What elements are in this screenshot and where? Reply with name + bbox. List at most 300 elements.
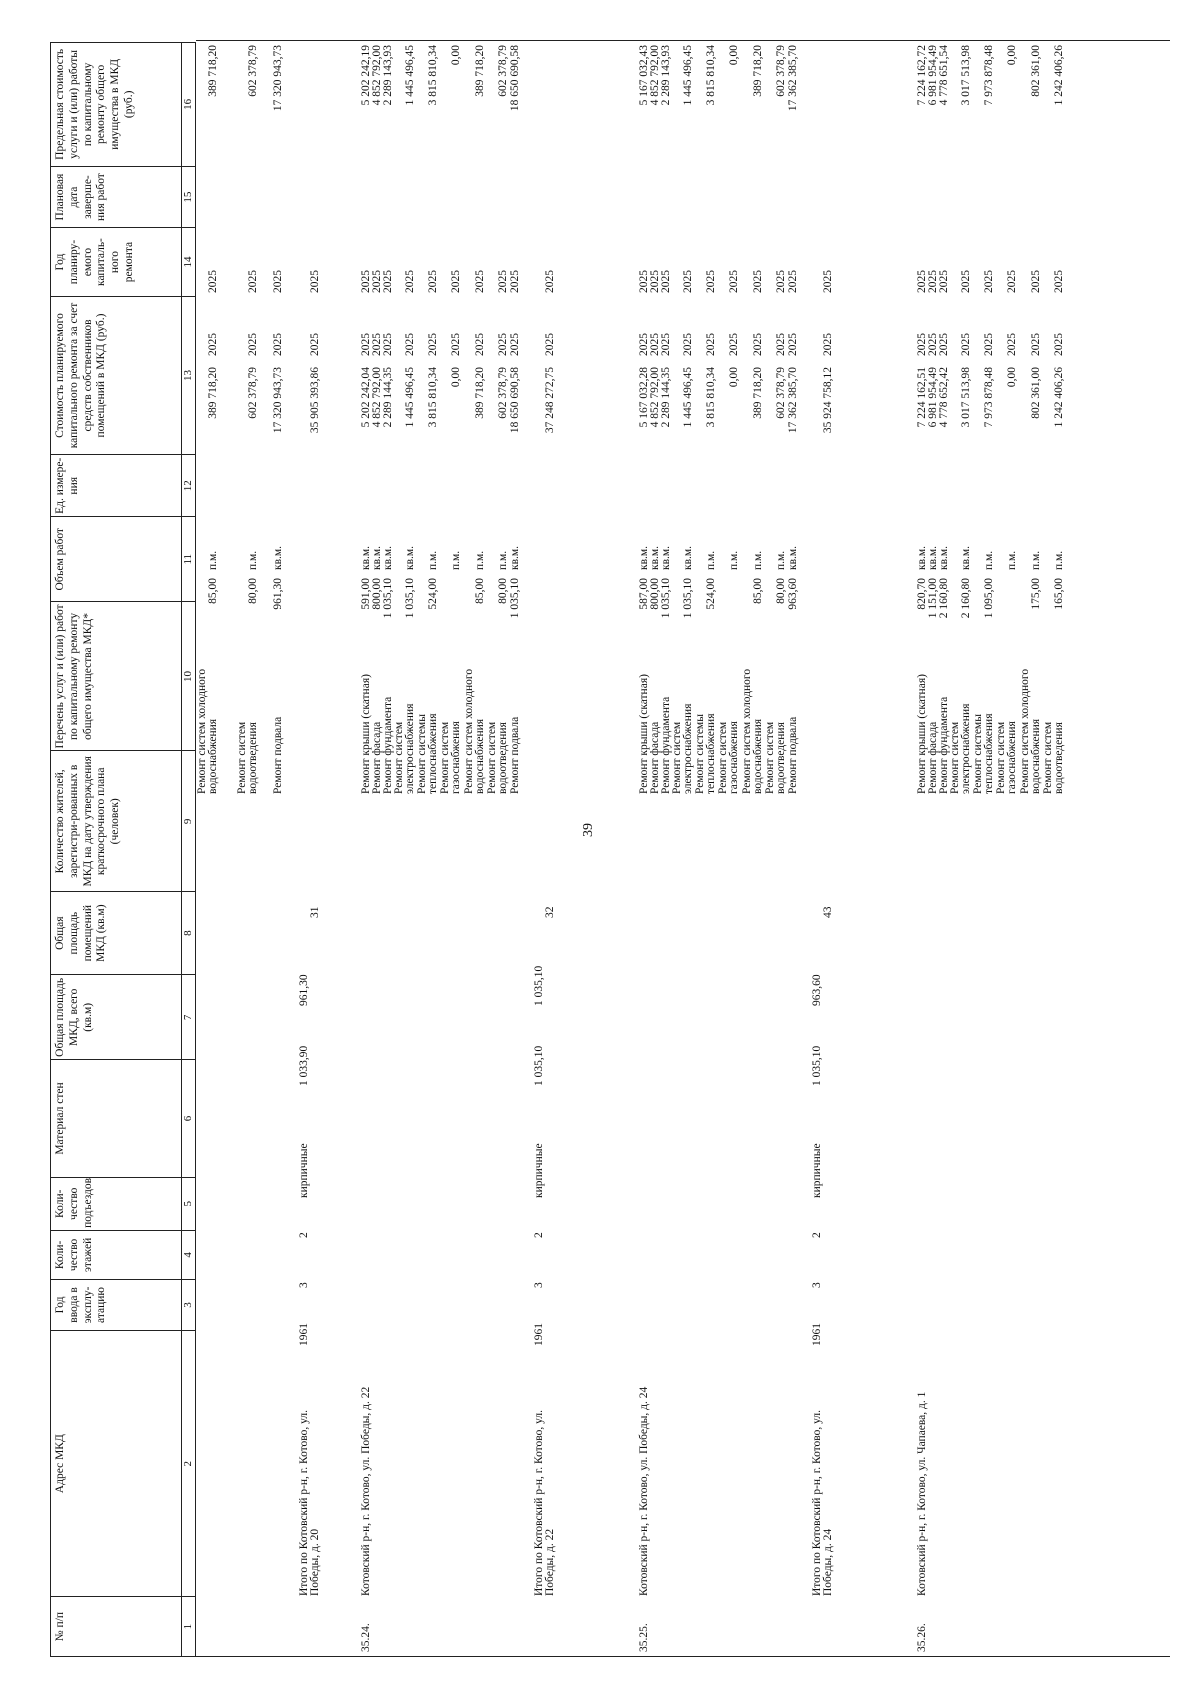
work-unit: кв.м.	[638, 545, 650, 570]
plan-year: 2025	[474, 333, 486, 356]
work-type: Ремонт систем	[439, 721, 451, 794]
owner-cost: 802 361,00	[1030, 367, 1042, 419]
header-cell: Коли-чество этажей	[51, 1230, 182, 1279]
area-total: 1 033,90	[298, 1045, 310, 1086]
limit-cost: 3 815 810,34	[427, 45, 439, 106]
end-year: 2025	[927, 270, 939, 293]
table-row	[995, 41, 1018, 1656]
work-type: Ремонт фасада	[927, 721, 939, 794]
work-type-cont: водоснабжения	[474, 718, 486, 794]
header-cell: Год ввода в эксплу-атацию	[51, 1279, 182, 1330]
limit-cost: 3 815 810,34	[705, 45, 717, 106]
work-unit: п.м.	[450, 550, 462, 570]
end-year: 2025	[752, 270, 764, 293]
column-number: 5	[182, 1177, 196, 1230]
work-type-cont: газоснабжения	[450, 721, 462, 794]
header-cell: Общая площадь МКД, всего (кв.м)	[51, 975, 182, 1060]
work-type: Ремонт фасада	[649, 721, 661, 794]
limit-cost: 4 852 792,00	[649, 45, 661, 106]
work-volume: 2 160,80	[960, 578, 972, 619]
limit-cost: 5 167 032,43	[638, 45, 650, 106]
column-number: 2	[182, 1331, 196, 1597]
total-row	[533, 41, 556, 1656]
total-end-year: 2025	[309, 270, 321, 293]
header-cell: Ед. измере-ния	[51, 455, 182, 517]
end-year: 2025	[960, 270, 972, 293]
work-type-cont: теплоснабжения	[705, 713, 717, 794]
plan-year: 2025	[404, 333, 416, 356]
limit-cost: 3 017 513,98	[960, 45, 972, 106]
total-cost: 35 924 758,12	[822, 367, 834, 434]
work-type: Ремонт систем	[671, 721, 683, 794]
year-built: 1961	[298, 1323, 310, 1346]
table-row	[949, 41, 972, 1656]
work-type: Ремонт систем холодного	[463, 668, 475, 794]
work-volume: 1 095,00	[983, 578, 995, 619]
header-cell: Объем работ	[51, 517, 182, 602]
plan-year: 2025	[682, 333, 694, 356]
work-volume: 175,00	[1030, 578, 1042, 610]
total-end-year: 2025	[544, 270, 556, 293]
area-rooms: 963,60	[811, 974, 823, 1006]
total-plan-year: 2025	[544, 333, 556, 356]
owner-cost: 5 167 032,28	[638, 367, 650, 428]
work-type: Ремонт крыши (скатная)	[360, 674, 372, 794]
end-year: 2025	[916, 270, 928, 293]
header-cell: Количество жителей, зарегистри-рованных в МКД на дату утверждения краткосрочного плана (человек)	[51, 751, 182, 892]
work-type: Ремонт фундамента	[660, 696, 672, 794]
work-type-cont: газоснабжения	[1006, 721, 1018, 794]
work-volume: 800,00	[649, 578, 661, 610]
limit-cost: 2 289 143,93	[660, 45, 672, 106]
plan-year: 2025	[1006, 333, 1018, 356]
work-unit: кв.м.	[916, 545, 928, 570]
end-year: 2025	[207, 270, 219, 293]
work-volume: 963,60	[787, 578, 799, 610]
work-unit: п.м.	[983, 550, 995, 570]
work-volume: 1 151,00	[927, 578, 939, 619]
work-type: Ремонт систем	[717, 721, 729, 794]
work-unit: п.м.	[1030, 550, 1042, 570]
wall-material: кирпичные	[298, 1143, 310, 1198]
owner-cost: 7 224 162,51	[916, 367, 928, 428]
house-address: Котовский р-н, г. Котово, ул. Победы, д. 24	[638, 1386, 650, 1596]
column-number: 13	[182, 296, 196, 455]
plan-year: 2025	[787, 333, 799, 356]
work-volume: 80,00	[247, 578, 259, 604]
column-number: 12	[182, 455, 196, 517]
column-number: 4	[182, 1230, 196, 1279]
owner-cost: 602 378,79	[497, 367, 509, 419]
table-row	[1042, 41, 1065, 1656]
end-year: 2025	[382, 270, 394, 293]
owner-cost: 0,00	[450, 367, 462, 388]
work-unit: п.м.	[207, 550, 219, 570]
owner-cost: 1 445 496,45	[404, 367, 416, 428]
limit-cost: 5 202 242,19	[360, 45, 372, 106]
end-year: 2025	[728, 270, 740, 293]
total-address: Итого по Котовский р-н, г. Котово, ул.	[811, 1409, 823, 1596]
work-type: Ремонт систем	[949, 721, 961, 794]
work-type: Ремонт крыши (скатная)	[916, 674, 928, 794]
table-row	[509, 41, 521, 1656]
house-address: Котовский р-н, г. Котово, ул. Чапаева, д. 1	[916, 1391, 928, 1596]
owner-cost: 3 017 513,98	[960, 367, 972, 428]
area-rooms: 961,30	[298, 974, 310, 1006]
plan-year: 2025	[247, 333, 259, 356]
work-unit: кв.м.	[960, 545, 972, 570]
area-rooms: 1 035,10	[533, 965, 545, 1006]
plan-year: 2025	[705, 333, 717, 356]
work-type: Ремонт системы	[416, 714, 428, 794]
plan-year: 2025	[207, 333, 219, 356]
work-unit: кв.м.	[509, 545, 521, 570]
owner-cost: 18 650 690,58	[509, 367, 521, 434]
work-type-cont: электроснабжения	[960, 703, 972, 794]
work-type: Ремонт подвала	[509, 716, 521, 794]
total-plan-year: 2025	[309, 333, 321, 356]
area-total: 1 035,10	[533, 1045, 545, 1086]
total-row	[298, 41, 321, 1656]
work-unit: п.м.	[1006, 550, 1018, 570]
area-total: 1 035,10	[811, 1045, 823, 1086]
work-volume: 80,00	[497, 578, 509, 604]
work-type: Ремонт систем	[1042, 721, 1054, 794]
work-unit: п.м.	[497, 550, 509, 570]
residents: 43	[822, 906, 834, 918]
year-built: 1961	[533, 1323, 545, 1346]
work-volume: 1 035,10	[682, 578, 694, 619]
work-unit: кв.м.	[682, 545, 694, 570]
total-plan-year: 2025	[822, 333, 834, 356]
column-number: 3	[182, 1279, 196, 1330]
table-header	[50, 42, 196, 1657]
work-type: Ремонт системы	[972, 714, 984, 794]
owner-cost: 1 445 496,45	[682, 367, 694, 428]
limit-cost: 602 378,79	[497, 45, 509, 97]
work-type: Ремонт системы	[694, 714, 706, 794]
work-volume: 591,00	[360, 578, 372, 610]
plan-year: 2025	[509, 333, 521, 356]
end-year: 2025	[638, 270, 650, 293]
end-year: 2025	[404, 270, 416, 293]
work-type-cont: водоотведения	[247, 722, 259, 794]
end-year: 2025	[360, 270, 372, 293]
owner-cost: 17 362 385,70	[787, 367, 799, 434]
entrances: 2	[298, 1232, 310, 1238]
plan-year: 2025	[916, 333, 928, 356]
header-cell: Предельная стоимость услуги и (или) работы по капитальному ремонту общего имущества в МКД (руб.)	[51, 43, 182, 167]
header-cell: Материал стен	[51, 1060, 182, 1177]
end-year: 2025	[1030, 270, 1042, 293]
limit-cost: 1 445 496,45	[404, 45, 416, 106]
total-row	[811, 41, 834, 1656]
work-unit: п.м.	[728, 550, 740, 570]
work-type: Ремонт крыши (скатная)	[638, 674, 650, 794]
plan-year: 2025	[382, 333, 394, 356]
year-built: 1961	[811, 1323, 823, 1346]
end-year: 2025	[450, 270, 462, 293]
end-year: 2025	[371, 270, 383, 293]
floors: 3	[298, 1282, 310, 1288]
plan-year: 2025	[983, 333, 995, 356]
work-type: Ремонт систем	[764, 721, 776, 794]
table-row	[694, 41, 717, 1656]
work-type-cont: водоснабжения	[207, 718, 219, 794]
work-volume: 2 160,80	[938, 578, 950, 619]
wall-material: кирпичные	[811, 1143, 823, 1198]
plan-year: 2025	[960, 333, 972, 356]
owner-cost: 0,00	[728, 367, 740, 388]
owner-cost: 389 718,20	[474, 367, 486, 419]
limit-cost: 2 289 143,93	[382, 45, 394, 106]
work-unit: п.м.	[775, 550, 787, 570]
column-number: 16	[182, 43, 196, 167]
end-year: 2025	[509, 270, 521, 293]
table-row	[787, 41, 799, 1656]
work-volume: 1 035,10	[404, 578, 416, 619]
header-cell: Плановая дата заверше-ния работ	[51, 166, 182, 228]
column-number: 8	[182, 892, 196, 975]
total-end-year: 2025	[822, 270, 834, 293]
work-type-cont: водоснабжения	[752, 718, 764, 794]
end-year: 2025	[660, 270, 672, 293]
work-volume: 1 035,10	[509, 578, 521, 619]
owner-cost: 389 718,20	[752, 367, 764, 419]
work-unit: кв.м.	[272, 545, 284, 570]
house-address: Котовский р-н, г. Котово, ул. Победы, д. 22	[360, 1386, 372, 1596]
work-type-cont: теплоснабжения	[983, 713, 995, 794]
total-cost: 35 905 393,86	[309, 367, 321, 434]
end-year: 2025	[247, 270, 259, 293]
end-year: 2025	[497, 270, 509, 293]
work-type: Ремонт подвала	[272, 716, 284, 794]
header-cell: Стоимость планируемого капитального ремонта за счет средств собственников помещений в МКД (руб.)	[51, 296, 182, 455]
table-row	[236, 41, 259, 1656]
plan-year: 2025	[497, 333, 509, 356]
work-unit: п.м.	[247, 550, 259, 570]
end-year: 2025	[474, 270, 486, 293]
table-row	[972, 41, 995, 1656]
header-cell: Год планиру-емого капиталь-ного ремонта	[51, 228, 182, 296]
limit-cost: 17 362 385,70	[787, 45, 799, 112]
end-year: 2025	[1053, 270, 1065, 293]
work-volume: 820,70	[916, 578, 928, 610]
total-cost: 37 248 272,75	[544, 367, 556, 434]
owner-cost: 4 852 792,00	[649, 367, 661, 428]
work-unit: кв.м.	[660, 545, 672, 570]
column-number: 10	[182, 602, 196, 751]
plan-year: 2025	[660, 333, 672, 356]
page-number: 39	[581, 823, 596, 837]
work-type-cont: водоснабжения	[1030, 718, 1042, 794]
header-cell: Общая площадь помещений МКД (кв.м)	[51, 892, 182, 975]
work-volume: 524,00	[427, 578, 439, 610]
owner-cost: 3 815 810,34	[427, 367, 439, 428]
work-unit: кв.м.	[938, 545, 950, 570]
owner-cost: 4 852 792,00	[371, 367, 383, 428]
work-type: Ремонт систем	[486, 721, 498, 794]
residents: 32	[544, 906, 556, 918]
work-type-cont: электроснабжения	[682, 703, 694, 794]
limit-cost: 389 718,20	[474, 45, 486, 97]
owner-cost: 602 378,79	[775, 367, 787, 419]
column-number: 1	[182, 1597, 196, 1657]
limit-cost: 17 320 943,73	[272, 45, 284, 112]
plan-year: 2025	[1030, 333, 1042, 356]
work-volume: 800,00	[371, 578, 383, 610]
end-year: 2025	[272, 270, 284, 293]
work-type: Ремонт фундамента	[382, 696, 394, 794]
work-type-cont: газоснабжения	[728, 721, 740, 794]
table-row	[764, 41, 787, 1656]
wall-material: кирпичные	[533, 1143, 545, 1198]
header-cell: Коли-чество подъездов	[51, 1177, 182, 1230]
end-year: 2025	[775, 270, 787, 293]
plan-year: 2025	[371, 333, 383, 356]
work-type: Ремонт систем холодного	[741, 668, 753, 794]
work-unit: п.м.	[752, 550, 764, 570]
table-row	[486, 41, 509, 1656]
owner-cost: 7 973 878,48	[983, 367, 995, 428]
work-type: Ремонт фундамента	[938, 696, 950, 794]
limit-cost: 18 650 690,58	[509, 45, 521, 112]
plan-year: 2025	[450, 333, 462, 356]
header-cell: Перечень услуг и (или) работ по капитальному ремонту общего имущества МКД*	[51, 602, 182, 751]
table-row	[393, 41, 416, 1656]
end-year: 2025	[427, 270, 439, 293]
limit-cost: 0,00	[728, 45, 740, 66]
plan-year: 2025	[638, 333, 650, 356]
owner-cost: 3 815 810,34	[705, 367, 717, 428]
work-volume: 1 035,10	[382, 578, 394, 619]
column-number: 7	[182, 975, 196, 1060]
table-row	[439, 41, 462, 1656]
entrances: 2	[811, 1232, 823, 1238]
table-body	[196, 40, 1170, 1657]
work-type-cont: теплоснабжения	[427, 713, 439, 794]
plan-year: 2025	[938, 333, 950, 356]
work-type: Ремонт систем	[393, 721, 405, 794]
owner-cost: 5 202 242,04	[360, 367, 372, 428]
work-volume: 85,00	[474, 578, 486, 604]
work-unit: кв.м.	[927, 545, 939, 570]
plan-year: 2025	[1053, 333, 1065, 356]
owner-cost: 6 981 954,49	[927, 367, 939, 428]
limit-cost: 1 242 406,26	[1053, 45, 1065, 106]
work-volume: 165,00	[1053, 578, 1065, 610]
work-unit: кв.м.	[371, 545, 383, 570]
plan-year: 2025	[427, 333, 439, 356]
work-unit: кв.м.	[360, 545, 372, 570]
table-row	[196, 41, 219, 1656]
work-type: Ремонт систем холодного	[196, 668, 208, 794]
plan-year: 2025	[775, 333, 787, 356]
limit-cost: 602 378,79	[775, 45, 787, 97]
total-address-cont: Победы, д. 24	[822, 1528, 834, 1596]
total-address: Итого по Котовский р-н, г. Котово, ул.	[298, 1409, 310, 1596]
entrances: 2	[533, 1232, 545, 1238]
limit-cost: 0,00	[450, 45, 462, 66]
row-number: 35.24.	[360, 1623, 372, 1652]
table-row	[416, 41, 439, 1656]
work-unit: кв.м.	[382, 545, 394, 570]
limit-cost: 4 852 792,00	[371, 45, 383, 106]
work-unit: п.м.	[705, 550, 717, 570]
table-row	[671, 41, 694, 1656]
work-unit: кв.м.	[649, 545, 661, 570]
limit-cost: 6 981 954,49	[927, 45, 939, 106]
header-row	[51, 43, 182, 1657]
limit-cost: 602 378,79	[247, 45, 259, 97]
floors: 3	[811, 1282, 823, 1288]
work-volume: 85,00	[752, 578, 764, 604]
work-type: Ремонт подвала	[787, 716, 799, 794]
limit-cost: 7 973 878,48	[983, 45, 995, 106]
work-type: Ремонт систем холодного	[1019, 668, 1031, 794]
work-type: Ремонт систем	[995, 721, 1007, 794]
work-volume: 85,00	[207, 578, 219, 604]
header-number-row	[182, 43, 196, 1657]
plan-year: 2025	[272, 333, 284, 356]
end-year: 2025	[682, 270, 694, 293]
work-unit: п.м.	[474, 550, 486, 570]
work-type: Ремонт фасада	[371, 721, 383, 794]
end-year: 2025	[649, 270, 661, 293]
owner-cost: 2 289 144,35	[382, 367, 394, 428]
limit-cost: 0,00	[1006, 45, 1018, 66]
floors: 3	[533, 1282, 545, 1288]
table-row	[1019, 41, 1042, 1656]
column-number: 15	[182, 166, 196, 228]
work-volume: 524,00	[705, 578, 717, 610]
plan-year: 2025	[728, 333, 740, 356]
column-number: 11	[182, 517, 196, 602]
work-type-cont: водоотведения	[775, 722, 787, 794]
work-unit: кв.м.	[787, 545, 799, 570]
table-row	[463, 41, 486, 1656]
work-volume: 961,30	[272, 578, 284, 610]
header-cell: Адрес МКД	[51, 1331, 182, 1597]
plan-year: 2025	[927, 333, 939, 356]
header-cell: № п/п	[51, 1597, 182, 1657]
owner-cost: 2 289 144,35	[660, 367, 672, 428]
limit-cost: 4 778 651,54	[938, 45, 950, 106]
work-unit: п.м.	[427, 550, 439, 570]
work-volume: 1 035,10	[660, 578, 672, 619]
residents: 31	[309, 906, 321, 918]
end-year: 2025	[787, 270, 799, 293]
table-row	[272, 41, 284, 1656]
work-unit: кв.м.	[404, 545, 416, 570]
work-type-cont: водоотведения	[497, 722, 509, 794]
row-number: 35.25.	[638, 1623, 650, 1652]
owner-cost: 4 778 652,42	[938, 367, 950, 428]
plan-year: 2025	[752, 333, 764, 356]
end-year: 2025	[983, 270, 995, 293]
column-number: 6	[182, 1060, 196, 1177]
column-number: 9	[182, 751, 196, 892]
table-row	[717, 41, 740, 1656]
owner-cost: 602 378,79	[247, 367, 259, 419]
work-volume: 587,00	[638, 578, 650, 610]
plan-year: 2025	[649, 333, 661, 356]
total-address-cont: Победы, д. 20	[309, 1528, 321, 1596]
work-type-cont: водоотведения	[1053, 722, 1065, 794]
total-address: Итого по Котовский р-н, г. Котово, ул.	[533, 1409, 545, 1596]
limit-cost: 802 361,00	[1030, 45, 1042, 97]
end-year: 2025	[705, 270, 717, 293]
